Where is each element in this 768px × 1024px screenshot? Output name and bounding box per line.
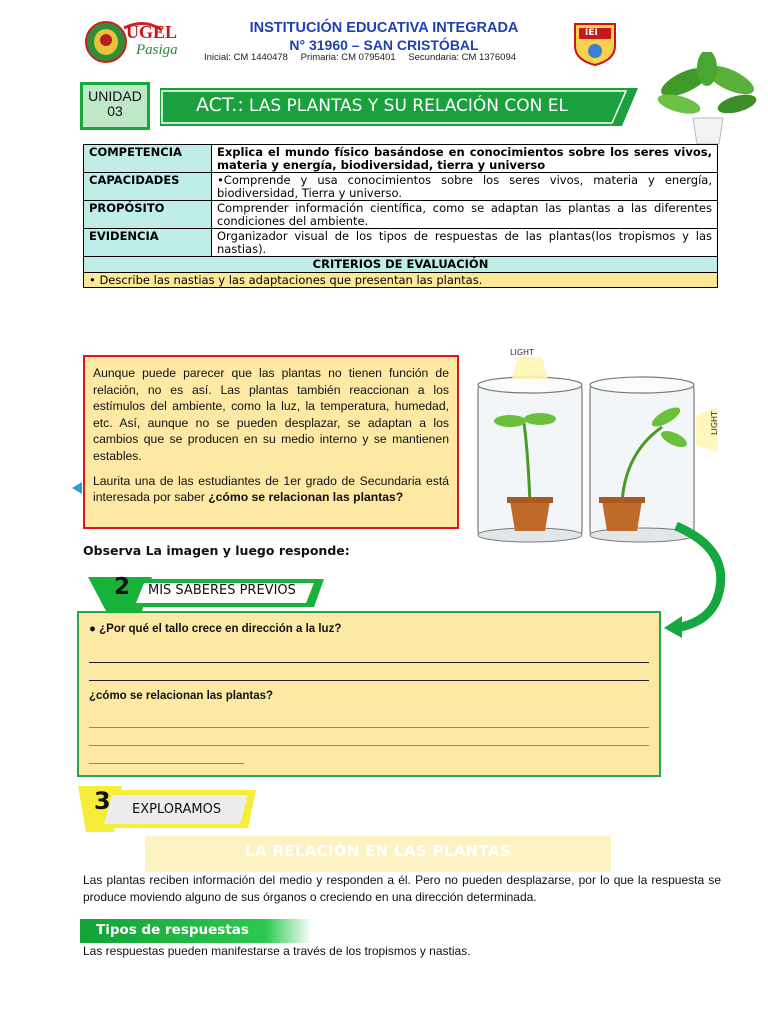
blue-arrow-icon xyxy=(72,482,82,494)
answer-line[interactable] xyxy=(89,731,649,746)
section3-title: EXPLORAMOS xyxy=(132,802,222,817)
evidencia-label: EVIDENCIA xyxy=(84,229,212,257)
relation-paragraph: Las plantas reciben información del medio y responden a él. Pero no pueden desplazarse, por lo que la respuesta se produce moviendo alguno de sus órganos o creciendo en una dirección determinada. xyxy=(83,873,721,904)
answer-line[interactable] xyxy=(89,749,244,764)
unit-label: UNIDAD 03 xyxy=(80,82,150,130)
intro-paragraph: Aunque puede parecer que las plantas no tienen función de relación, no es así. Las plantas también reaccionan a los estímulos del ambiente, como la luz, la temperatura, humedad, etc. Así, aunque no se pueden desplazar, se adaptan a los cambios que se producen en su medio interno y se mantienen estables. xyxy=(93,366,449,463)
capacidades-value: •Comprende y usa conocimientos sobre los seres vivos, materia y energía, biodiversidad, Tierra y universo. xyxy=(212,173,718,201)
tipos-banner xyxy=(80,917,312,945)
answer-line[interactable] xyxy=(89,648,649,663)
ugel-logo-subtext: Pasiga xyxy=(136,42,178,58)
section2-title: MIS SABERES PREVIOS xyxy=(148,583,296,598)
answer-line[interactable] xyxy=(89,713,649,728)
respuestas-text: Las respuestas pueden manifestarse a través de los tropismos y nastias. xyxy=(83,944,471,958)
section2-number: 2 xyxy=(114,574,131,600)
competencia-value: Explica el mundo físico basándose en conocimientos sobre los seres vivos, materia y energía, biodiversidad, tierra y universo xyxy=(212,145,718,173)
table-row xyxy=(84,272,718,288)
ugel-logo-text: UGEL xyxy=(126,22,178,42)
activity-title-text: LAS PLANTAS Y SU RELACIÓN CON EL xyxy=(248,96,569,116)
school-codes xyxy=(204,52,526,63)
relation-banner: LA RELACIÓN EN LAS PLANTAS xyxy=(145,836,611,872)
question-1: ● ¿Por qué el tallo crece en dirección a la luz? xyxy=(89,623,342,635)
school-name: INSTITUCIÓN EDUCATIVA INTEGRADA xyxy=(249,20,519,36)
table-row xyxy=(84,201,718,229)
table-row xyxy=(84,173,718,201)
evidencia-value: Organizador visual de los tipos de respuestas de las plantas(los tropismos y las nastias). xyxy=(212,229,718,257)
section3-number: 3 xyxy=(94,787,111,815)
activity-prefix: ACT.: xyxy=(196,94,244,116)
question-2: ¿cómo se relacionan las plantas? xyxy=(89,690,274,702)
activity-title xyxy=(196,94,568,116)
competencia-label: COMPETENCIA xyxy=(84,145,212,173)
competence-table xyxy=(83,144,718,288)
section3-banner xyxy=(78,786,256,832)
code-inicial: Inicial: CM 1440478 xyxy=(204,52,288,63)
iei-logo-text: IEI xyxy=(585,28,598,38)
capacidades-label: CAPACIDADES xyxy=(84,173,212,201)
proposito-label: PROPÓSITO xyxy=(84,201,212,229)
light-label-side: LIGHT xyxy=(710,411,719,435)
table-row xyxy=(84,229,718,257)
answer-line[interactable] xyxy=(89,666,649,681)
criteria-header: CRITERIOS DE EVALUACIÓN xyxy=(84,257,718,273)
table-row xyxy=(84,257,718,273)
curved-arrow-icon xyxy=(652,520,732,640)
phototropism-figure xyxy=(470,343,738,543)
code-secundaria: Secundaria: CM 1376094 xyxy=(408,52,517,63)
activity-banner xyxy=(160,88,638,126)
code-primaria: Primaria: CM 0795401 xyxy=(300,52,396,63)
intro-question: ¿cómo se relacionan las plantas? xyxy=(208,490,404,505)
light-label-top: LIGHT xyxy=(510,348,534,357)
table-row xyxy=(84,145,718,173)
intro-question-lead: Laurita una de las estudiantes de 1er grado de Secundaria está interesada por saber xyxy=(93,473,449,505)
saberes-previos-box xyxy=(77,611,661,777)
observa-instruction: Observa La imagen y luego responde: xyxy=(83,543,350,558)
criteria-item: • Describe las nastias y las adaptaciones que presentan las plantas. xyxy=(84,272,718,288)
iei-shield-logo xyxy=(570,20,620,66)
school-number: N° 31960 – SAN CRISTÓBAL xyxy=(289,37,479,53)
intro-question-paragraph xyxy=(93,473,449,506)
intro-box xyxy=(83,355,459,529)
proposito-value: Comprender información científica, como se adaptan las plantas a las diferentes condiciones del ambiente. xyxy=(212,201,718,229)
tipos-title: Tipos de respuestas xyxy=(96,922,249,938)
potted-plant-icon xyxy=(655,52,760,148)
section2-banner xyxy=(88,573,324,611)
